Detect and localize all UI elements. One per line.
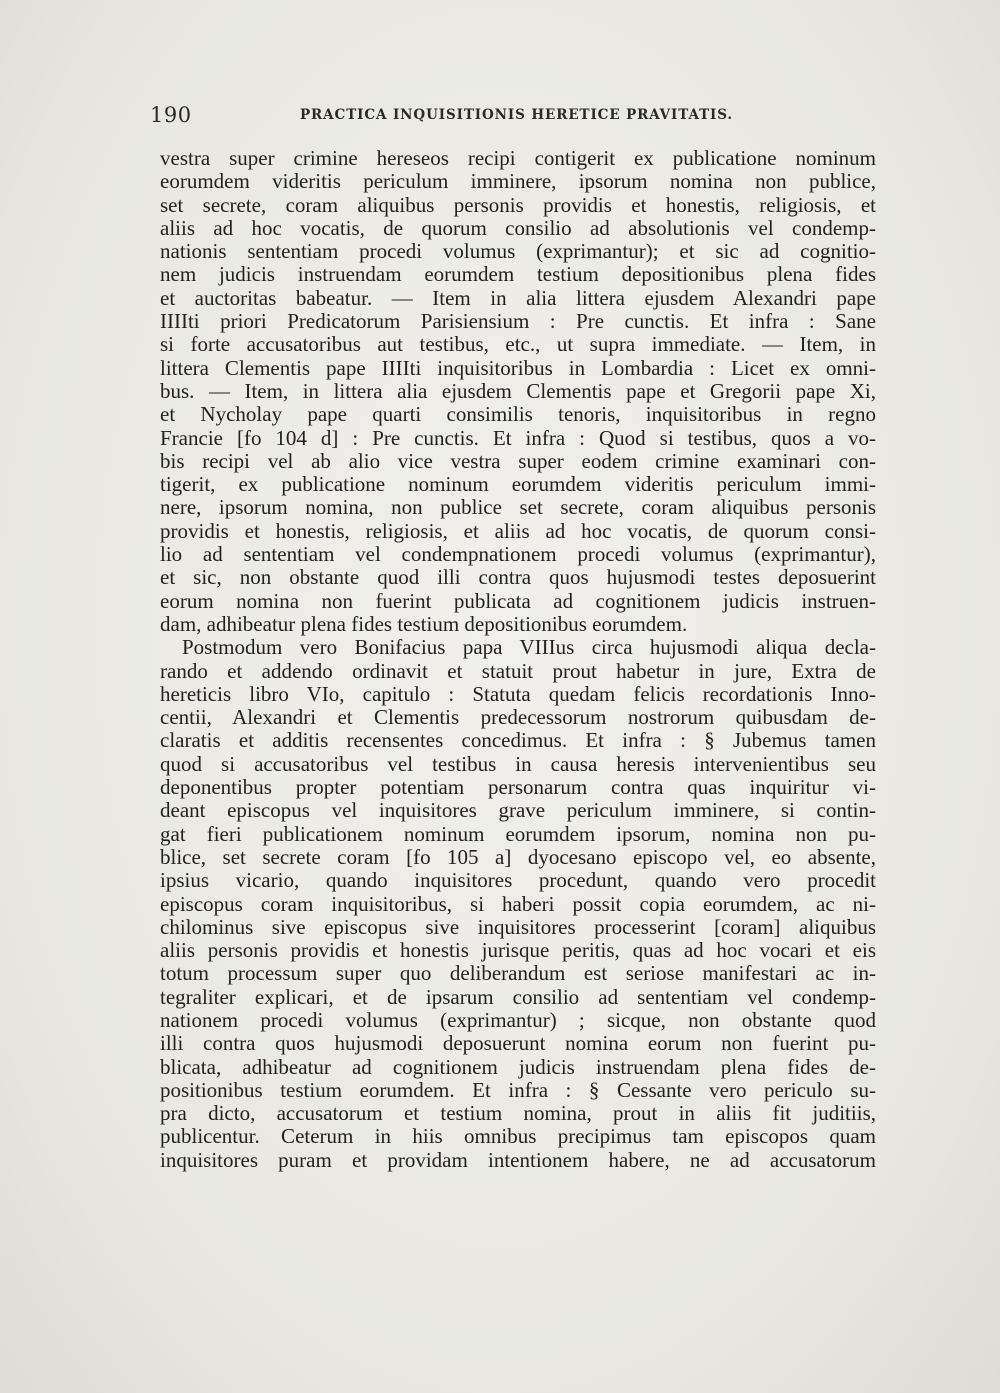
text-line: publicentur. Ceterum in hiis omnibus precipimus tam episcopos quam <box>160 1124 876 1149</box>
text-line: littera Clementis pape IIIIti inquisitoribus in Lombardia : Licet ex omni- <box>160 355 876 380</box>
text-line: dam, adhibeatur plena fides testium depositionibus eorumdem. <box>160 611 688 636</box>
text-line: ipsius vicario, quando inquisitores procedunt, quando vero procedit <box>160 868 876 893</box>
text-line: quod si accusatoribus vel testibus in causa heresis intervenientibus seu <box>160 751 876 776</box>
text-line: episcopus coram inquisitoribus, si haberi possit copia eorumdem, ac ni- <box>160 891 876 916</box>
text-line: Francie [fo 104 d] : Pre cunctis. Et infra : Quod si testibus, quos a vo- <box>160 425 876 450</box>
text-line: claratis et additis recensentes concedimus. Et infra : § Jubemus tamen <box>160 728 876 753</box>
text-line: nationis sententiam procedi volumus (exprimantur); et sic ad cognitio- <box>160 239 876 264</box>
text-line: rando et addendo ordinavit et statuit prout habetur in jure, Extra de <box>160 658 876 683</box>
paragraph-1 <box>160 147 876 636</box>
text-line: blice, set secrete coram [fo 105 a] dyocesano episcopo vel, eo absente, <box>160 844 876 869</box>
text-line: bus. — Item, in littera alia ejusdem Clementis pape et Gregorii pape Xi, <box>160 378 876 403</box>
text-line: deant episcopus vel inquisitores grave periculum imminere, si contin- <box>160 798 876 823</box>
text-line: hereticis libro VIo, capitulo : Statuta quedam felicis recordationis Inno- <box>160 681 876 706</box>
page-header <box>150 103 880 133</box>
text-line: IIIIti priori Predicatorum Parisiensium : Pre cunctis. Et infra : Sane <box>160 309 876 334</box>
text-line: eorumdem videritis periculum imminere, ipsorum nomina non publice, <box>160 169 876 194</box>
text-line: deponentibus propter potentiam personarum contra quas inquiritur vi- <box>160 775 876 800</box>
text-line: tegraliter explicari, et de ipsarum consilio ad sententiam vel condemp- <box>160 984 876 1009</box>
text-line: bis recipi vel ab alio vice vestra super eodem crimine examinari con- <box>160 448 876 473</box>
text-line: aliis personis providis et honestis jurisque peritis, quas ad hoc vocari et eis <box>160 938 876 963</box>
text-line: set secrete, coram aliquibus personis providis et honestis, religiosis, et <box>160 192 876 217</box>
text-line: centii, Alexandri et Clementis predecessorum nostrorum quibusdam de- <box>160 705 876 730</box>
text-line: Postmodum vero Bonifacius papa VIIIus circa hujusmodi aliqua decla- <box>182 635 876 660</box>
body-text <box>160 147 876 1172</box>
text-line: nere, ipsorum nomina, non publice set secrete, coram aliquibus personis <box>160 495 876 520</box>
text-line: totum processum super quo deliberandum est seriose manifestari ac in- <box>160 961 876 986</box>
text-line: et sic, non obstante quod illi contra quos hujusmodi testes deposuerint <box>160 565 876 590</box>
text-line: tigerit, ex publicatione nominum eorumdem videritis periculum immi- <box>160 472 876 497</box>
text-line: chilominus sive episcopus sive inquisitores processerint [coram] aliquibus <box>160 914 876 939</box>
text-line: et auctoritas babeatur. — Item in alia littera ejusdem Alexandri pape <box>160 285 876 310</box>
running-title: PRACTICA INQUISITIONIS HERETICE PRAVITATIS. <box>300 107 734 123</box>
text-line: inquisitores puram et providam intentionem habere, ne ad accusatorum <box>160 1147 876 1172</box>
text-line: nationem procedi volumus (exprimantur) ; sicque, non obstante quod <box>160 1007 876 1032</box>
text-line: aliis ad hoc vocatis, de quorum consilio ad absolutionis vel condemp- <box>160 215 876 240</box>
text-line: blicata, adhibeatur ad cognitionem judicis instruendam plena fides de- <box>160 1054 876 1079</box>
text-line: eorum nomina non fuerint publicata ad cognitionem judicis instruen- <box>160 588 876 613</box>
text-line: et Nycholay pape quarti consimilis tenoris, inquisitoribus in regno <box>160 402 876 427</box>
text-line: illi contra quos hujusmodi deposuerunt nomina eorum non fuerint pu- <box>160 1031 876 1056</box>
text-line: nem judicis instruendam eorumdem testium depositionibus plena fides <box>160 262 876 287</box>
text-line: providis et honestis, religiosis, et aliis ad hoc vocatis, de quorum consi- <box>160 518 876 543</box>
text-line: gat fieri publicationem nominum eorumdem ipsorum, nomina non pu- <box>160 821 876 846</box>
text-line: vestra super crimine hereseos recipi contigerit ex publicatione nominum <box>160 146 876 170</box>
paragraph-2 <box>160 636 876 1172</box>
page-number: 190 <box>150 103 192 127</box>
text-line: pra dicto, accusatorum et testium nomina, prout in aliis fit juditiis, <box>160 1101 876 1126</box>
text-line: si forte accusatoribus aut testibus, etc., ut supra immediate. — Item, in <box>160 332 876 357</box>
text-line: lio ad sententiam vel condempnationem procedi volumus (exprimantur), <box>160 542 876 567</box>
text-line: positionibus testium eorumdem. Et infra : § Cessante vero periculo su- <box>160 1077 876 1102</box>
